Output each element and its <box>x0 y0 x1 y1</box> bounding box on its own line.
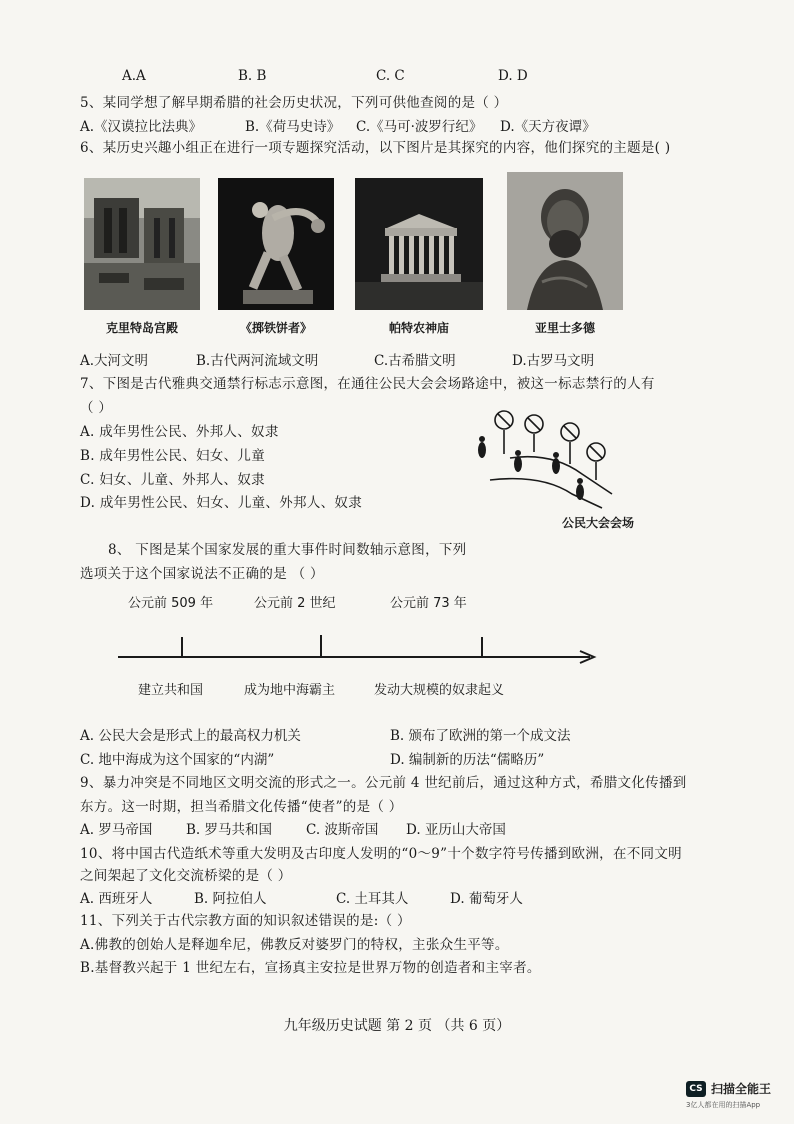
parthenon-image <box>355 178 483 310</box>
assembly-venue-label: 公民大会会场 <box>562 516 635 530</box>
q5-option-d: D.《天方夜谭》 <box>500 119 596 135</box>
q11-option-a: A.佛教的创始人是释迦牟尼，佛教反对婆罗门的特权，主张众生平等。 <box>80 937 509 953</box>
q8-stem-line2: 选项关于这个国家说法不正确的是 （ ） <box>80 566 324 582</box>
q4-option-d: D. D <box>498 68 528 84</box>
q11-stem: 11、下列关于古代宗教方面的知识叙述错误的是:（ ） <box>80 913 411 929</box>
q7-option-c: C. 妇女、儿童、外邦人、奴隶 <box>80 472 265 488</box>
q8-option-b: B. 颁布了欧洲的第一个成文法 <box>390 728 571 744</box>
timeline-axis <box>116 630 600 670</box>
crete-palace-image <box>84 178 200 310</box>
q8-stem-line1: 8、 下图是某个国家发展的重大事件时间数轴示意图，下列 <box>108 542 467 558</box>
camscanner-watermark <box>686 1080 771 1097</box>
q7-stem: 7、下图是古代雅典交通禁行标志示意图，在通往公民大会会场路途中，被这一标志禁行的人有 <box>80 376 655 392</box>
q6-option-a: A.大河文明 <box>80 353 149 369</box>
q5-option-a: A.《汉谟拉比法典》 <box>80 119 203 135</box>
camscanner-name: 扫描全能王 <box>711 1082 772 1096</box>
q8-option-d: D. 编制新的历法“儒略历” <box>390 752 545 768</box>
page-footer: 九年级历史试题 第 2 页 （共 6 页） <box>283 1018 511 1034</box>
q10-stem-line2: 之间架起了文化交流桥梁的是（ ） <box>80 868 292 884</box>
q4-option-b: B. B <box>238 68 267 84</box>
q9-stem-line2: 东方。这一时期，担当希腊文化传播“使者”的是（ ） <box>80 799 403 815</box>
q9-option-c: C. 波斯帝国 <box>306 822 379 838</box>
q9-option-d: D. 亚历山大帝国 <box>406 822 506 838</box>
caption-discobolus: 《掷铁饼者》 <box>239 321 312 335</box>
q5-option-c: C.《马可·波罗行纪》 <box>356 119 483 135</box>
discobolus-image <box>218 178 334 310</box>
timeline-date-2: 公元前 2 世纪 <box>254 596 336 611</box>
q7-option-a: A. 成年男性公民、外邦人、奴隶 <box>80 424 279 440</box>
q5-option-b: B.《荷马史诗》 <box>245 119 341 135</box>
caption-aristotle: 亚里士多德 <box>534 321 595 335</box>
q9-option-b: B. 罗马共和国 <box>186 822 273 838</box>
timeline-event-3: 发动大规模的奴隶起义 <box>374 683 505 698</box>
q5-stem: 5、某同学想了解早期希腊的社会历史状况，下列可供他查阅的是（ ） <box>80 95 508 111</box>
q8-option-c: C. 地中海成为这个国家的“内湖” <box>80 752 275 768</box>
traffic-sign-diagram <box>462 402 622 510</box>
aristotle-bust-image <box>507 172 623 310</box>
q11-option-b: B.基督教兴起于 1 世纪左右，宣扬真主安拉是世界万物的创造者和主宰者。 <box>80 960 541 976</box>
timeline-event-2: 成为地中海霸主 <box>244 683 336 698</box>
timeline-event-1: 建立共和国 <box>138 683 204 698</box>
q6-option-b: B.古代两河流域文明 <box>196 353 319 369</box>
q10-option-a: A. 西班牙人 <box>80 891 153 907</box>
camscanner-logo-icon: CS <box>686 1081 706 1097</box>
q6-option-c: C.古希腊文明 <box>374 353 456 369</box>
timeline-date-3: 公元前 73 年 <box>390 596 467 611</box>
timeline-date-1: 公元前 509 年 <box>128 596 214 611</box>
q10-option-b: B. 阿拉伯人 <box>194 891 267 907</box>
q7-option-d: D. 成年男性公民、妇女、儿童、外邦人、奴隶 <box>80 495 363 511</box>
q6-option-d: D.古罗马文明 <box>512 353 595 369</box>
q10-stem-line1: 10、将中国古代造纸术等重大发明及古印度人发明的“0～9”十个数字符号传播到欧洲，在不同文明 <box>80 846 682 862</box>
q10-option-c: C. 土耳其人 <box>336 891 409 907</box>
q4-option-c: C. C <box>376 68 405 84</box>
camscanner-tagline: 3亿人都在用的扫描App <box>686 1101 761 1109</box>
q10-option-d: D. 葡萄牙人 <box>450 891 523 907</box>
caption-parthenon: 帕特农神庙 <box>388 321 449 335</box>
q7-option-b: B. 成年男性公民、妇女、儿童 <box>80 448 266 464</box>
q6-stem: 6、某历史兴趣小组正在进行一项专题探究活动，以下图片是其探究的内容，他们探究的主题是( ) <box>80 140 671 156</box>
q9-stem-line1: 9、暴力冲突是不同地区文明交流的形式之一。公元前 4 世纪前后，通过这种方式，希腊文化传播到 <box>80 775 687 791</box>
q7-blank: （ ） <box>80 400 113 416</box>
q4-option-a: A.A <box>122 68 146 84</box>
q8-option-a: A. 公民大会是形式上的最高权力机关 <box>80 728 301 744</box>
q9-option-a: A. 罗马帝国 <box>80 822 153 838</box>
caption-crete-palace: 克里特岛宫殿 <box>105 321 178 335</box>
